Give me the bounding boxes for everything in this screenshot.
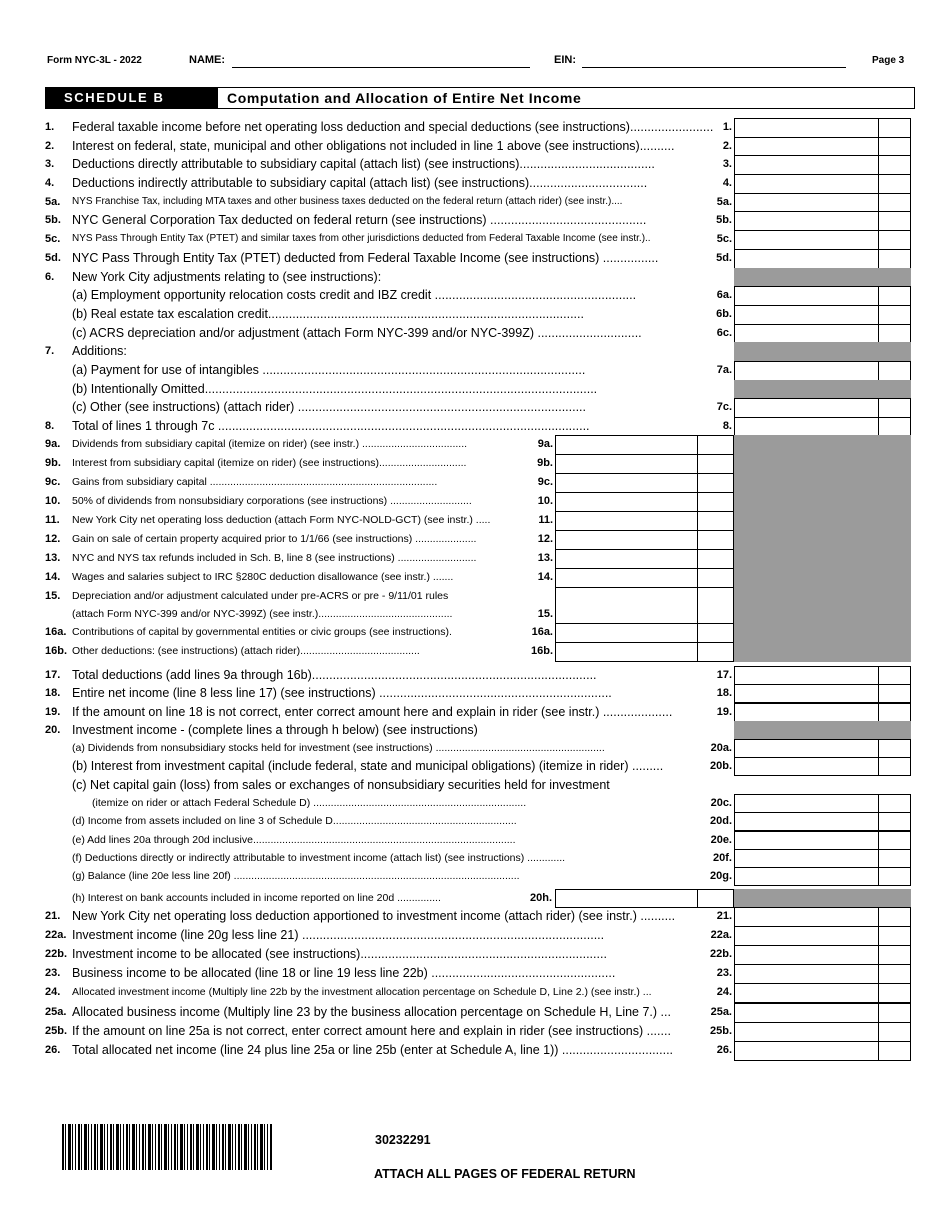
- line-text: (a) Payment for use of intangibles .............................................................................................: [72, 363, 586, 377]
- cents-field-l15[interactable]: [878, 398, 911, 418]
- line-label: 2.: [722, 140, 732, 152]
- amount-field-l3-0[interactable]: [734, 907, 879, 927]
- line-number: 1.: [45, 121, 55, 133]
- amount-field-l2-10[interactable]: [734, 849, 879, 868]
- amount-field-l13[interactable]: [734, 361, 879, 381]
- form-line: [45, 983, 733, 1001]
- form-line: [45, 721, 733, 739]
- form-line: [45, 964, 733, 982]
- line-text: NYC and NYS tax refunds included in Sch. B, line 8 (see instructions) ...........................: [72, 552, 477, 564]
- amount-field-l3-2[interactable]: [734, 945, 879, 965]
- line-text: New York City net operating loss deduction apportioned to investment income (attach rider) (see instr.) ..........: [72, 909, 676, 923]
- cents-field-l2-0[interactable]: [878, 666, 911, 685]
- line-number: 20.: [45, 724, 61, 736]
- sub-cents-field[interactable]: [697, 549, 734, 569]
- shaded-cell-l2-3: [734, 721, 911, 739]
- line-text: NYC General Corporation Tax deducted on federal return (see instructions) .............................................: [72, 213, 647, 227]
- form-line: [45, 530, 545, 548]
- line-number: 11.: [45, 514, 60, 526]
- shaded-cell-sub-block: [734, 435, 911, 662]
- line-text: 50% of dividends from nonsubsidiary corporations (see instructions) ............................: [72, 495, 472, 507]
- ein-field[interactable]: [582, 54, 846, 68]
- amount-field-l3-1[interactable]: [734, 926, 879, 946]
- line-text: Depreciation and/or adjustment calculated under pre-ACRS or pre - 9/11/01 rules: [72, 590, 449, 602]
- line-text: (itemize on rider or attach Federal Schedule D) .........................................................................: [92, 797, 527, 809]
- shaded-cell-l12: [734, 342, 911, 361]
- form-line: [45, 155, 733, 173]
- line-number: 22b.: [45, 948, 68, 960]
- line-label: 23.: [716, 967, 732, 979]
- shaded-cell-l14: [734, 380, 911, 399]
- line-label: 5c.: [716, 233, 732, 245]
- shaded-cell-20h: [734, 889, 911, 908]
- line-text-continued: (attach Form NYC-399 and/or NYC-399Z) (see instr.)..............................................: [72, 608, 453, 620]
- line-label: 15.: [537, 608, 553, 620]
- form-line: [45, 398, 733, 416]
- sub-amount-field[interactable]: [555, 530, 698, 550]
- line-number: 13.: [45, 552, 61, 564]
- amount-field-l2-0[interactable]: [734, 666, 879, 685]
- name-label: NAME:: [189, 54, 226, 66]
- line-text: Investment income - (complete lines a through h below) (see instructions): [72, 723, 478, 737]
- line-number: 9b.: [45, 457, 61, 469]
- cents-field-l10[interactable]: [878, 305, 911, 325]
- line-label: 8.: [722, 420, 732, 432]
- line-text: (c) ACRS depreciation and/or adjustment (attach Form NYC-399 and/or NYC-399Z) ..............................: [72, 326, 642, 340]
- cents-field-l16[interactable]: [878, 417, 911, 437]
- line-label: 17.: [716, 669, 732, 681]
- line-number: 25a.: [45, 1006, 67, 1018]
- line-label: 20c.: [710, 797, 732, 809]
- amount-field-l3-3[interactable]: [734, 964, 879, 984]
- line-label: 12.: [537, 533, 553, 545]
- cents-field-l3-2[interactable]: [878, 945, 911, 965]
- form-line: [45, 268, 733, 286]
- amount-field-l2-4[interactable]: [734, 739, 879, 758]
- schedule-tag: SCHEDULE B: [46, 88, 218, 108]
- line-label: 9a.: [537, 438, 553, 450]
- line-label: 14.: [537, 571, 553, 583]
- sub-amount-field[interactable]: [555, 587, 698, 624]
- form-line: [45, 342, 733, 360]
- form-line: [45, 361, 733, 379]
- form-line: [45, 492, 545, 510]
- form-line: [45, 703, 733, 721]
- line-text: (c) Other (see instructions) (attach rider) ...................................................................................: [72, 400, 587, 414]
- line-text: Other deductions: (see instructions) (attach rider).........................................: [72, 645, 420, 657]
- line-label: 25b.: [709, 1025, 732, 1037]
- form-line: [45, 831, 733, 849]
- amount-field-20h[interactable]: [555, 889, 698, 908]
- form-id: Form NYC-3L - 2022: [47, 55, 142, 66]
- sub-amount-field[interactable]: [555, 568, 698, 588]
- form-line: [45, 118, 733, 136]
- form-line: [45, 907, 733, 925]
- line-label: 22a.: [710, 929, 732, 941]
- line-label: 16b.: [530, 645, 553, 657]
- cents-field-l11[interactable]: [878, 324, 911, 344]
- cents-field-l2-2[interactable]: [878, 703, 911, 722]
- form-line: [45, 249, 733, 267]
- line-number: 15.: [45, 590, 61, 602]
- line-label: 20f.: [713, 852, 732, 864]
- line-text: Total allocated net income (line 24 plus line 25a or line 25b (enter at Schedule A, line 1)) ................................: [72, 1043, 674, 1057]
- line-text: Interest on federal, state, municipal and other obligations not included in line 1 above (see instructions)..........: [72, 139, 675, 153]
- line-text: New York City adjustments relating to (see instructions):: [72, 270, 382, 284]
- form-line: [45, 193, 733, 211]
- line-label: 20g.: [709, 870, 732, 882]
- line-text: Additions:: [72, 344, 127, 358]
- amount-field-l4[interactable]: [734, 193, 879, 213]
- line-text: NYS Pass Through Entity Tax (PTET) and similar taxes from other jurisdictions deducted from Federal Taxable Income (see instr.)..: [72, 233, 651, 244]
- line-label: 20a.: [710, 742, 732, 754]
- line-text: Allocated business income (Multiply line 23 by the business allocation percentage on Schedule H, Line 7.) ...: [72, 1005, 671, 1019]
- amount-field-l7[interactable]: [734, 249, 879, 269]
- form-line: [45, 380, 733, 398]
- line-label: 6c.: [716, 327, 732, 339]
- barcode: [62, 1124, 272, 1170]
- cents-field-l2-8[interactable]: [878, 812, 911, 831]
- amount-field-l2-9[interactable]: [734, 831, 879, 850]
- line-number: 9c.: [45, 476, 61, 488]
- line-number: 24.: [45, 986, 61, 998]
- line-number: 5a.: [45, 196, 61, 208]
- line-number: 22a.: [45, 929, 67, 941]
- sub-amount-field[interactable]: [555, 549, 698, 569]
- amount-field-l3-7[interactable]: [734, 1041, 879, 1061]
- line-text: (b) Interest from investment capital (include federal, state and municipal obligations) (itemize in rider) .........: [72, 759, 664, 773]
- form-line: [45, 623, 545, 641]
- cents-field-l13[interactable]: [878, 361, 911, 381]
- amount-field-l0[interactable]: [734, 118, 879, 138]
- form-line: [45, 230, 733, 248]
- cents-field-l3-4[interactable]: [878, 983, 911, 1003]
- line-text: (d) Income from assets included on line 3 of Schedule D...............................................................: [72, 815, 517, 827]
- line-text: (c) Net capital gain (loss) from sales or exchanges of nonsubsidiary securities held for investment: [72, 778, 610, 792]
- line-text: Gain on sale of certain property acquired prior to 1/1/66 (see instructions) .....................: [72, 533, 477, 545]
- amount-field-l3-6[interactable]: [734, 1022, 879, 1042]
- cents-field-l2-7[interactable]: [878, 794, 911, 813]
- line-label: 25a.: [710, 1006, 732, 1018]
- line-label: 20h.: [529, 892, 552, 904]
- line-label: 13.: [537, 552, 553, 564]
- form-line: [45, 286, 733, 304]
- line-label: 22b.: [709, 948, 732, 960]
- line-number: 21.: [45, 910, 61, 922]
- amount-field-l3-5[interactable]: [734, 1003, 879, 1023]
- line-number: 6.: [45, 271, 55, 283]
- form-line: [45, 1022, 733, 1040]
- form-line: [45, 666, 733, 684]
- form-line: [45, 926, 733, 944]
- cents-field-l7[interactable]: [878, 249, 911, 269]
- amount-field-l16[interactable]: [734, 417, 879, 437]
- cents-field-l0[interactable]: [878, 118, 911, 138]
- amount-field-l6[interactable]: [734, 230, 879, 250]
- sub-cents-field[interactable]: [697, 492, 734, 512]
- line-text: Dividends from subsidiary capital (itemize on rider) (see instr.) ....................................: [72, 438, 468, 450]
- form-line: [45, 587, 545, 605]
- form-line: [45, 454, 545, 472]
- line-text: Interest from subsidiary capital (itemize on rider) (see instructions)..............................: [72, 457, 467, 469]
- line-label: 1.: [722, 121, 732, 133]
- amount-field-l9[interactable]: [734, 286, 879, 306]
- line-label: 5d.: [716, 252, 732, 264]
- cents-field-l1[interactable]: [878, 137, 911, 157]
- line-label: 20e.: [710, 834, 732, 846]
- amount-field-l2-8[interactable]: [734, 812, 879, 831]
- line-number: 2.: [45, 140, 55, 152]
- line-text: NYS Franchise Tax, including MTA taxes and other business taxes deducted on the federal return (attach rider) (see instr.)....: [72, 196, 623, 207]
- cents-field-l9[interactable]: [878, 286, 911, 306]
- form-line: [45, 174, 733, 192]
- amount-field-l3[interactable]: [734, 174, 879, 194]
- line-label: 11.: [538, 514, 553, 526]
- sub-cents-field[interactable]: [697, 473, 734, 493]
- form-line: [45, 568, 545, 586]
- line-label: 18.: [716, 687, 732, 699]
- amount-field-l2-1[interactable]: [734, 684, 879, 703]
- line-text: Business income to be allocated (line 18 or line 19 less line 22b) .....................................................: [72, 966, 616, 980]
- cents-field-l3-5[interactable]: [878, 1003, 911, 1023]
- line-label: 20d.: [709, 815, 732, 827]
- form-line: [45, 739, 733, 757]
- cents-field-l2-9[interactable]: [878, 831, 911, 850]
- sub-cents-field[interactable]: [697, 642, 734, 662]
- line-text: Total deductions (add lines 9a through 16b)..................................................................................: [72, 668, 597, 682]
- line-label: 20b.: [709, 760, 732, 772]
- schedule-header: [45, 87, 915, 109]
- line-number: 5b.: [45, 214, 61, 226]
- amount-field-l15[interactable]: [734, 398, 879, 418]
- cents-field-l3-3[interactable]: [878, 964, 911, 984]
- line-number: 16a.: [45, 626, 67, 638]
- line-text: (b) Intentionally Omitted.................................................................................................................: [72, 382, 598, 396]
- cents-field-20h[interactable]: [697, 889, 734, 908]
- line-number: 9a.: [45, 438, 61, 450]
- form-line: [45, 945, 733, 963]
- line-label: 9b.: [537, 457, 553, 469]
- line-text: (e) Add lines 20a through 20d inclusive..........................................................................................: [72, 834, 516, 846]
- line-text: If the amount on line 18 is not correct, enter correct amount here and explain in rider (see instr.) ....................: [72, 705, 673, 719]
- cents-field-l2[interactable]: [878, 155, 911, 175]
- sub-cents-field[interactable]: [697, 435, 734, 455]
- line-number: 19.: [45, 706, 61, 718]
- cents-field-l3-7[interactable]: [878, 1041, 911, 1061]
- line-text: NYC Pass Through Entity Tax (PTET) deducted from Federal Taxable Income (see instructions) ................: [72, 251, 659, 265]
- amount-field-l2[interactable]: [734, 155, 879, 175]
- form-line: [45, 305, 733, 323]
- line-text: Contributions of capital by governmental entities or civic groups (see instructions).: [72, 626, 452, 638]
- sub-amount-field[interactable]: [555, 492, 698, 512]
- sub-amount-field[interactable]: [555, 435, 698, 455]
- name-field[interactable]: [232, 54, 530, 68]
- form-line: [45, 889, 545, 907]
- form-line: [45, 137, 733, 155]
- form-line: [45, 642, 545, 660]
- line-text: (a) Dividends from nonsubsidiary stocks held for investment (see instructions) ..........................................................: [72, 742, 605, 754]
- line-text: (f) Deductions directly or indirectly attributable to investment income (attach list) (see instructions) .............: [72, 852, 566, 864]
- schedule-title: Computation and Allocation of Entire Net Income: [227, 90, 582, 106]
- cents-field-l2-11[interactable]: [878, 867, 911, 886]
- line-text: Gains from subsidiary capital ..............................................................................: [72, 476, 438, 488]
- form-line: [45, 1003, 733, 1021]
- line-number: 5d.: [45, 252, 61, 264]
- cents-field-l3-0[interactable]: [878, 907, 911, 927]
- amount-field-l3-4[interactable]: [734, 983, 879, 1003]
- line-text: If the amount on line 25a is not correct, enter correct amount here and explain in rider (see instructions) .......: [72, 1024, 671, 1038]
- sub-cents-field[interactable]: [697, 587, 734, 624]
- line-number: 26.: [45, 1044, 61, 1056]
- sub-amount-field[interactable]: [555, 454, 698, 474]
- line-label: 5a.: [716, 196, 732, 208]
- line-label: 7c.: [716, 401, 732, 413]
- line-text: Deductions directly attributable to subsidiary capital (attach list) (see instructions).......................................: [72, 157, 655, 171]
- form-line: [45, 1041, 733, 1059]
- line-label: 6a.: [716, 289, 732, 301]
- cents-field-l2-4[interactable]: [878, 739, 911, 758]
- line-text: Total of lines 1 through 7c ...........................................................................................................: [72, 419, 590, 433]
- line-number: 7.: [45, 345, 55, 357]
- line-text: (h) Interest on bank accounts included in income reported on line 20d ...............: [72, 892, 441, 904]
- form-line: [45, 776, 733, 794]
- form-line: [45, 324, 733, 342]
- line-text: New York City net operating loss deduction (attach Form NYC-NOLD-GCT) (see instr.) .....: [72, 514, 491, 526]
- amount-field-l2-11[interactable]: [734, 867, 879, 886]
- line-label: 21.: [716, 910, 732, 922]
- shaded-cell-l8: [734, 268, 911, 287]
- cents-field-l6[interactable]: [878, 230, 911, 250]
- amount-field-l5[interactable]: [734, 211, 879, 231]
- line-label: 16a.: [531, 626, 553, 638]
- line-text: Investment income (line 20g less line 21) .......................................................................................: [72, 928, 605, 942]
- amount-field-l2-7[interactable]: [734, 794, 879, 813]
- amount-field-l11[interactable]: [734, 324, 879, 344]
- amount-field-l2-2[interactable]: [734, 703, 879, 722]
- line-number: 12.: [45, 533, 61, 545]
- line-text: Allocated investment income (Multiply line 22b by the investment allocation percentage on Schedule D, Line 2.) (see instr.) ...: [72, 986, 652, 998]
- form-line: [45, 549, 545, 567]
- form-code: 30232291: [375, 1133, 431, 1147]
- form-line: [45, 684, 733, 702]
- form-line: [45, 417, 733, 435]
- form-line: [45, 812, 733, 830]
- line-number: 10.: [45, 495, 61, 507]
- cents-field-l3-1[interactable]: [878, 926, 911, 946]
- line-text: Wages and salaries subject to IRC §280C deduction disallowance (see instr.) .......: [72, 571, 454, 583]
- line-number: 4.: [45, 177, 55, 189]
- line-number: 16b.: [45, 645, 68, 657]
- cents-field-l5[interactable]: [878, 211, 911, 231]
- line-text: (g) Balance (line 20e less line 20f) ..................................................................................................: [72, 870, 520, 882]
- line-label: 4.: [722, 177, 732, 189]
- sub-cents-field[interactable]: [697, 511, 734, 531]
- cents-field-l2-10[interactable]: [878, 849, 911, 868]
- line-label: 5b.: [716, 214, 732, 226]
- form-line-continued: [45, 605, 545, 623]
- form-line: [45, 794, 733, 812]
- line-number: 14.: [45, 571, 61, 583]
- cents-field-l4[interactable]: [878, 193, 911, 213]
- cents-field-l3-6[interactable]: [878, 1022, 911, 1042]
- line-text: (a) Employment opportunity relocation costs credit and IBZ credit ..........................................................: [72, 288, 637, 302]
- cents-field-l2-1[interactable]: [878, 684, 911, 703]
- line-number: 5c.: [45, 233, 61, 245]
- form-line: [45, 473, 545, 491]
- sub-cents-field[interactable]: [697, 568, 734, 588]
- line-number: 18.: [45, 687, 61, 699]
- ein-label: EIN:: [554, 54, 576, 66]
- form-line: [45, 511, 545, 529]
- cents-field-l3[interactable]: [878, 174, 911, 194]
- line-text: (b) Real estate tax escalation credit...........................................................................................: [72, 307, 584, 321]
- line-text: Investment income to be allocated (see instructions).......................................................................: [72, 947, 607, 961]
- amount-field-l2-5[interactable]: [734, 757, 879, 776]
- amount-field-l10[interactable]: [734, 305, 879, 325]
- line-number: 8.: [45, 420, 55, 432]
- amount-field-l1[interactable]: [734, 137, 879, 157]
- form-line: [45, 849, 733, 867]
- line-label: 26.: [716, 1044, 732, 1056]
- cents-field-l2-5[interactable]: [878, 757, 911, 776]
- attach-note: ATTACH ALL PAGES OF FEDERAL RETURN: [374, 1167, 636, 1181]
- line-number: 23.: [45, 967, 61, 979]
- line-text: Federal taxable income before net operating loss deduction and special deductions (see instructions)........................: [72, 120, 714, 134]
- line-label: 19.: [716, 706, 732, 718]
- sub-cents-field[interactable]: [697, 623, 734, 643]
- line-number: 17.: [45, 669, 61, 681]
- line-label: 7a.: [716, 364, 732, 376]
- line-number: 3.: [45, 158, 55, 170]
- sub-amount-field[interactable]: [555, 623, 698, 643]
- line-label: 24.: [716, 986, 732, 998]
- sub-amount-field[interactable]: [555, 642, 698, 662]
- line-label: 10.: [537, 495, 553, 507]
- page-number: Page 3: [872, 55, 905, 66]
- sub-cents-field[interactable]: [697, 530, 734, 550]
- line-label: 6b.: [716, 308, 732, 320]
- form-line: [45, 435, 545, 453]
- sub-amount-field[interactable]: [555, 473, 698, 493]
- form-line: [45, 757, 733, 775]
- line-number: 25b.: [45, 1025, 68, 1037]
- line-label: 3.: [722, 158, 732, 170]
- line-label: 9c.: [537, 476, 553, 488]
- line-text: Deductions indirectly attributable to subsidiary capital (attach list) (see instructions)..................................: [72, 176, 648, 190]
- form-line: [45, 867, 733, 885]
- line-text: Entire net income (line 8 less line 17) (see instructions) ...................................................................: [72, 686, 612, 700]
- sub-cents-field[interactable]: [697, 454, 734, 474]
- form-line: [45, 211, 733, 229]
- sub-amount-field[interactable]: [555, 511, 698, 531]
